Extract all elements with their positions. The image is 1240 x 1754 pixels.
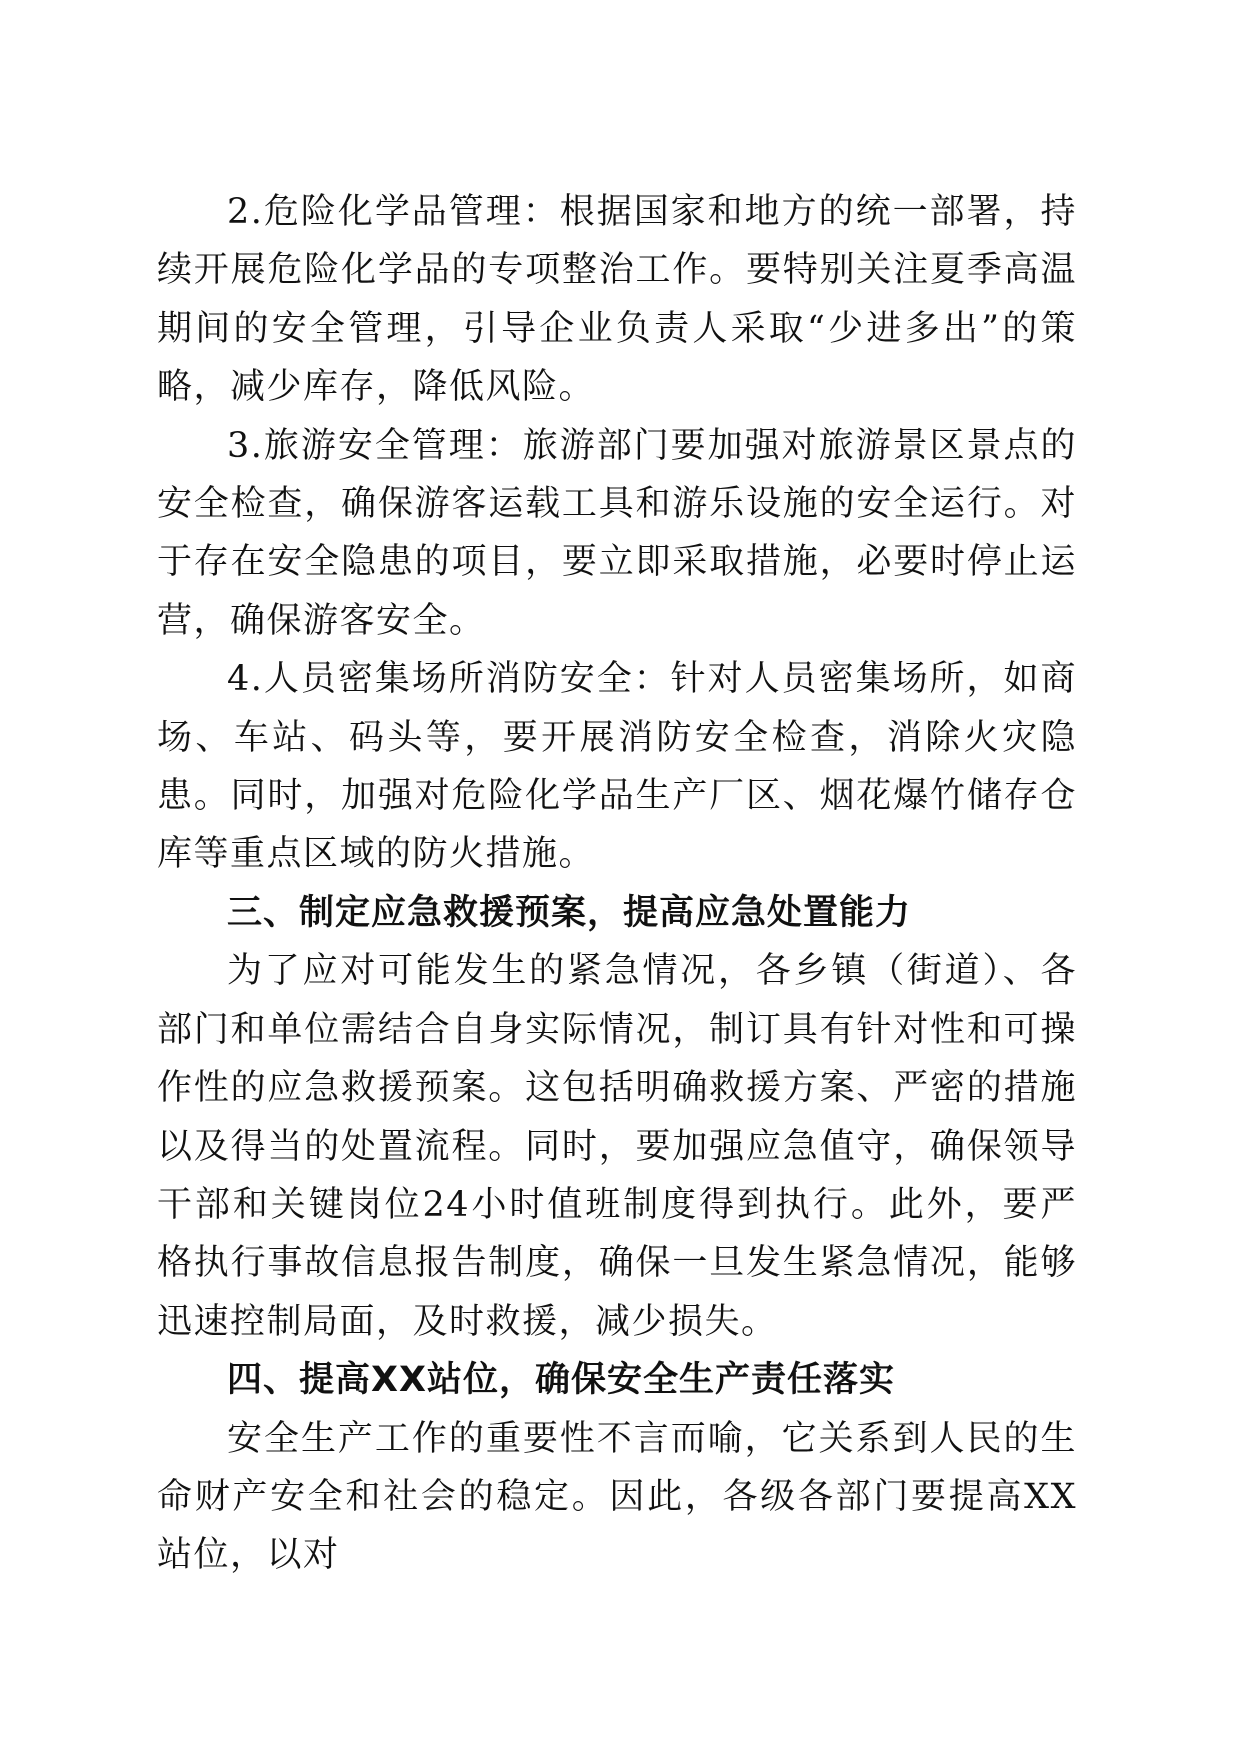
paragraph-tourism-safety: 3.旅游安全管理：旅游部门要加强对旅游景区景点的安全检查，确保游客运载工具和游乐设施的安全运行。对于存在安全隐患的项目，要立即采取措施，必要时停止运营，确保游客安全。 — [157, 425, 1077, 641]
document-body — [157, 183, 1077, 1585]
section-heading-emergency-plan: 三、制定应急救援预案，提高应急处置能力 — [227, 892, 912, 933]
paragraph-hazardous-chemicals: 2.危险化学品管理：根据国家和地方的统一部署，持续开展危险化学品的专项整治工作。要特别关注夏季高温期间的安全管理，引导企业负责人采取“少进多出”的策略，减少库存，降低风险。 — [157, 192, 1077, 408]
paragraph-responsibility: 安全生产工作的重要性不言而喻，它关系到人民的生命财产安全和社会的稳定。因此，各级各部门要提高XX站位，以对 — [157, 1418, 1077, 1576]
paragraph-emergency-plan: 为了应对可能发生的紧急情况，各乡镇（街道）、各部门和单位需结合自身实际情况，制订具有针对性和可操作性的应急救援预案。这包括明确救援方案、严密的措施以及得当的处置流程。同时，要加强应急值守，确保领导干部和关键岗位24小时值班制度得到执行。此外，要严格执行事故信息报告制度，确保一旦发生紧急情况，能够迅速控制局面，及时救援，减少损失。 — [157, 951, 1077, 1342]
section-heading-responsibility: 四、提高XX站位，确保安全生产责任落实 — [227, 1360, 895, 1401]
paragraph-crowded-places-fire-safety: 4.人员密集场所消防安全：针对人员密集场所，如商场、车站、码头等，要开展消防安全检查，消除火灾隐患。同时，加强对危险化学品生产厂区、烟花爆竹储存仓库等重点区域的防火措施。 — [157, 659, 1077, 875]
